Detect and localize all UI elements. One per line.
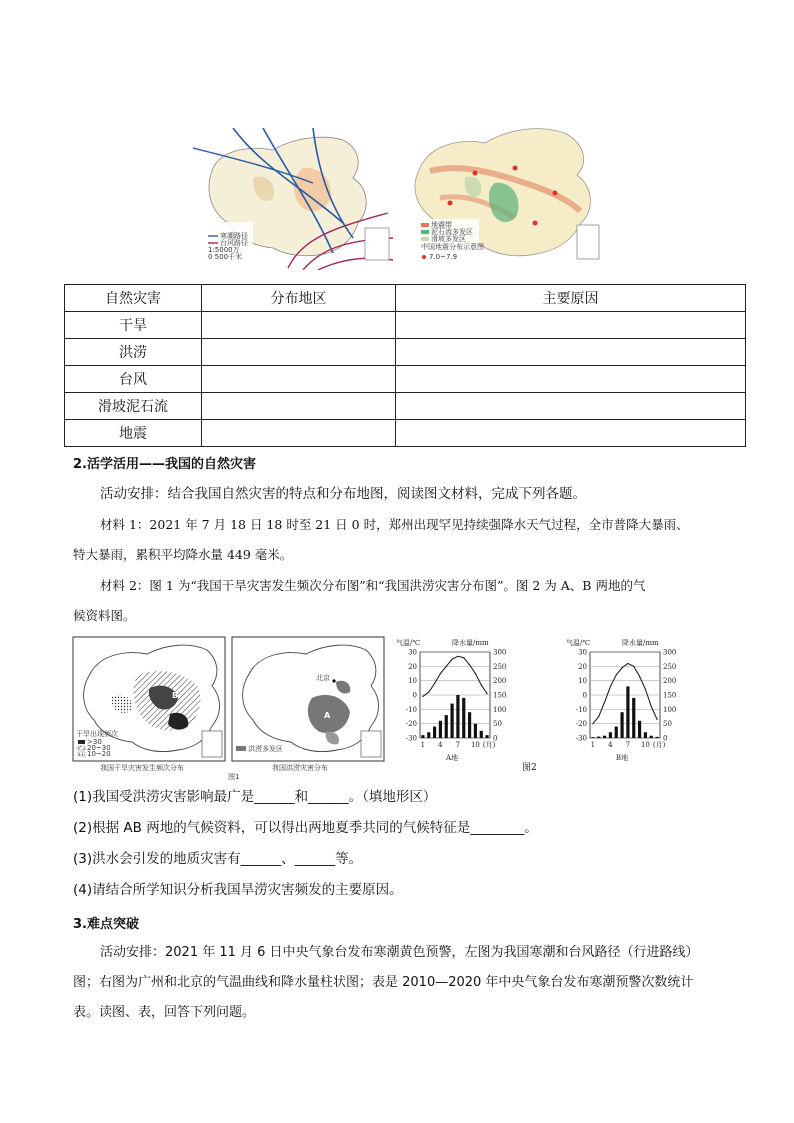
precip-tick-label: 250 <box>663 662 677 671</box>
precip-bar <box>433 727 436 738</box>
area-cell[interactable] <box>202 366 396 393</box>
disaster-name: 地震 <box>65 420 202 447</box>
drought-legend-2: 20~30 <box>87 744 111 752</box>
temperature-point <box>422 696 423 697</box>
temp-tick-label: 10 <box>408 677 417 686</box>
flood-map-caption: 我国洪涝灾害分布 <box>272 764 328 772</box>
precip-bar <box>632 698 635 738</box>
precip-tick-label: 300 <box>493 648 507 657</box>
precip-bar <box>609 732 612 738</box>
precip-tick-label: 0 <box>663 734 668 743</box>
precip-bar <box>462 698 465 738</box>
temperature-point <box>651 706 652 707</box>
chart-title: A地 <box>445 754 459 762</box>
section-3-title: 3.难点突破 <box>73 917 139 932</box>
precip-bar <box>456 695 459 738</box>
temp-tick-label: 30 <box>408 648 417 657</box>
table-row <box>65 339 746 366</box>
section-2-activity: 活动安排：结合我国自然灾害的特点和分布地图，阅读图文材料，完成下列各题。 <box>100 486 586 502</box>
climate-chart-b <box>566 636 692 768</box>
temperature-point <box>598 716 599 717</box>
month-tick-label: 7 <box>455 741 461 749</box>
area-cell[interactable] <box>202 393 396 420</box>
precip-tick-label: 0 <box>493 734 498 743</box>
precip-tick-label: 50 <box>493 720 502 729</box>
temperature-point <box>440 673 441 674</box>
month-unit-label: (月) <box>482 741 496 749</box>
precip-bar <box>450 704 453 738</box>
temperature-point <box>604 702 605 703</box>
precip-bar <box>626 686 629 738</box>
precip-tick-label: 250 <box>493 662 507 671</box>
temperature-point <box>469 664 470 665</box>
temp-axis-title: 气温/℃ <box>566 639 591 647</box>
table-header: 分布地区 <box>202 285 396 312</box>
month-tick-label: 4 <box>438 741 443 749</box>
right-map-legend-debris: 泥石流多发区 <box>431 228 473 236</box>
temperature-point <box>592 723 593 724</box>
precip-bar <box>620 712 623 738</box>
table-row <box>65 420 746 447</box>
disaster-table <box>64 284 746 447</box>
month-tick-label: 10 <box>640 741 650 749</box>
left-map-scale: 1:5000万 <box>208 246 240 254</box>
temperature-line <box>423 656 487 696</box>
temperature-point <box>486 693 487 694</box>
disaster-name: 台风 <box>65 366 202 393</box>
precip-axis-title: 降水量/mm <box>622 639 659 647</box>
temperature-point <box>463 657 464 658</box>
precip-bar <box>638 721 641 738</box>
reason-cell[interactable] <box>396 339 746 366</box>
temp-tick-label: -30 <box>575 734 587 743</box>
temperature-line <box>593 663 657 723</box>
month-tick-label: 4 <box>608 741 613 749</box>
cold-wave-typhoon-map-graphic <box>193 128 393 270</box>
area-cell[interactable] <box>202 339 396 366</box>
section-3-line-2: 图；右图为广州和北京的气温曲线和降水量柱状图；表是 2010—2020 年中央气象台发布寒潮预警次数统计 <box>73 975 694 990</box>
table-header: 自然灾害 <box>65 285 202 312</box>
temperature-point <box>434 683 435 684</box>
temp-tick-label: -20 <box>405 720 417 729</box>
left-map-legend-cold: 寒潮路径 <box>220 232 248 240</box>
precip-tick-label: 300 <box>663 648 677 657</box>
precip-bar <box>427 732 430 738</box>
drought-legend-title: 干旱出现频次 <box>76 730 118 738</box>
temperature-point <box>428 692 429 693</box>
climate-chart-a <box>396 636 522 768</box>
precip-bar <box>421 735 424 738</box>
temperature-point <box>656 719 657 720</box>
disaster-name: 干旱 <box>65 312 202 339</box>
precip-bar <box>597 737 600 738</box>
right-map-legend-title: 中国地震分布示意图 <box>421 243 484 251</box>
month-tick-label: 10 <box>470 741 480 749</box>
precip-bar <box>603 736 606 738</box>
month-tick-label: 1 <box>420 741 426 749</box>
cold-wave-typhoon-map <box>193 128 393 270</box>
reason-cell[interactable] <box>396 420 746 447</box>
precip-bar <box>480 731 483 738</box>
precip-bar <box>644 732 647 738</box>
point-b-label: B <box>172 691 179 700</box>
month-tick-label: 1 <box>590 741 596 749</box>
reason-cell[interactable] <box>396 366 746 393</box>
temperature-point <box>481 684 482 685</box>
table-header-row <box>65 285 746 312</box>
section-3-line-3: 表。读图、表，回答下列问题。 <box>73 1005 256 1020</box>
material-2-line-1: 材料 2：图 1 为“我国干旱灾害发生频次分布图”和“我国洪涝灾害分布图”。图 2 为 A、B 两地的气 <box>100 578 646 593</box>
precip-tick-label: 150 <box>493 691 507 700</box>
reason-cell[interactable] <box>396 393 746 420</box>
chart-title: B地 <box>615 754 629 762</box>
geohazard-map <box>405 123 603 268</box>
temperature-point <box>639 676 640 677</box>
temp-tick-label: -10 <box>575 705 587 714</box>
material-2-line-2: 候资料图。 <box>73 608 136 623</box>
temp-axis-title: 气温/℃ <box>396 639 421 647</box>
left-map-legend-typhoon: 台风路径 <box>220 239 248 247</box>
beijing-label: 北京 <box>316 674 330 682</box>
flood-legend: 洪涝多发区 <box>248 745 283 753</box>
left-map-scale-bar: 0 500千米 <box>208 253 243 261</box>
drought-legend-1: >30 <box>87 738 102 746</box>
precip-tick-label: 50 <box>663 720 672 729</box>
question-1: (1)我国受洪涝灾害影响最广是______和______。（填地形区） <box>73 789 437 805</box>
temperature-point <box>446 666 447 667</box>
right-map-legend-landslide: 滑坡多发区 <box>431 235 466 243</box>
figure-1-label: 图1 <box>228 773 240 781</box>
month-tick-label: 7 <box>625 741 631 749</box>
temperature-point <box>621 667 622 668</box>
south-sea-inset <box>202 731 222 757</box>
material-1-line-1: 材料 1：2021 年 7 月 18 日 18 时至 21 日 0 时，郑州出现罕见持续强降水天气过程，全市普降大暴雨、 <box>100 517 689 532</box>
right-map-legend-magnitude: 7.0~7.9 <box>429 253 458 261</box>
temperature-point <box>451 659 452 660</box>
question-4: (4)请结合所学知识分析我国旱涝灾害频发的主要原因。 <box>73 882 403 898</box>
precip-bar <box>474 724 477 738</box>
right-map-legend-quake: 地震带 <box>431 221 452 229</box>
point-a-label: A <box>324 711 331 720</box>
beijing-dot <box>332 679 335 682</box>
south-sea-inset-2 <box>361 731 381 757</box>
temperature-point <box>633 666 634 667</box>
precip-bar <box>591 737 594 738</box>
section-3-line-1: 活动安排：2021 年 11 月 6 日中央气象台发布寒潮黄色预警，左图为我国寒潮和台风路径（行进路线） <box>100 945 699 960</box>
precip-bar <box>485 735 488 738</box>
drought-legend-3: 10~20 <box>87 750 111 758</box>
question-2: (2)根据 AB 两地的气候资料，可以得出两地夏季共同的气候特征是________。 <box>73 820 538 836</box>
temperature-point <box>627 663 628 664</box>
temp-tick-label: 0 <box>582 691 587 700</box>
drought-map-caption: 我国干旱灾害发生频次分布 <box>100 764 184 772</box>
disaster-name: 洪涝 <box>65 339 202 366</box>
temp-tick-label: -10 <box>405 705 417 714</box>
precip-tick-label: 200 <box>663 677 677 686</box>
table-header: 主要原因 <box>396 285 746 312</box>
figure-1 <box>72 636 392 782</box>
precip-tick-label: 100 <box>493 705 507 714</box>
table-row <box>65 393 746 420</box>
precip-bar <box>650 736 653 738</box>
disaster-name: 滑坡泥石流 <box>65 393 202 420</box>
area-cell[interactable] <box>202 312 396 339</box>
temperature-point <box>616 674 617 675</box>
temp-tick-label: 0 <box>412 691 417 700</box>
temperature-point <box>645 689 646 690</box>
month-unit-label: (月) <box>652 741 666 749</box>
temp-tick-label: 30 <box>578 648 587 657</box>
reason-cell[interactable] <box>396 312 746 339</box>
temp-tick-label: 10 <box>578 677 587 686</box>
temperature-point <box>475 673 476 674</box>
precip-bar <box>655 737 658 738</box>
table-row <box>65 366 746 393</box>
temperature-point <box>457 656 458 657</box>
precip-bar <box>439 721 442 738</box>
precip-bar <box>468 712 471 738</box>
question-3: (3)洪水会引发的地质灾害有______、______等。 <box>73 851 363 867</box>
precip-bar <box>615 727 618 738</box>
temp-tick-label: -30 <box>405 734 417 743</box>
temp-tick-label: 20 <box>408 662 417 671</box>
precip-bar <box>445 715 448 738</box>
section-2-title: 2.活学活用——我国的自然灾害 <box>73 457 256 472</box>
precip-axis-title: 降水量/mm <box>452 639 489 647</box>
precip-tick-label: 200 <box>493 677 507 686</box>
material-1-line-2: 特大暴雨，累积平均降水量 449 毫米。 <box>73 547 293 562</box>
temp-tick-label: -20 <box>575 720 587 729</box>
figure-2-label: 图2 <box>522 763 537 773</box>
area-cell[interactable] <box>202 420 396 447</box>
temp-tick-label: 20 <box>578 662 587 671</box>
geohazard-map-graphic <box>405 123 603 268</box>
precip-tick-label: 150 <box>663 691 677 700</box>
temperature-point <box>610 686 611 687</box>
table-row <box>65 312 746 339</box>
precip-tick-label: 100 <box>663 705 677 714</box>
